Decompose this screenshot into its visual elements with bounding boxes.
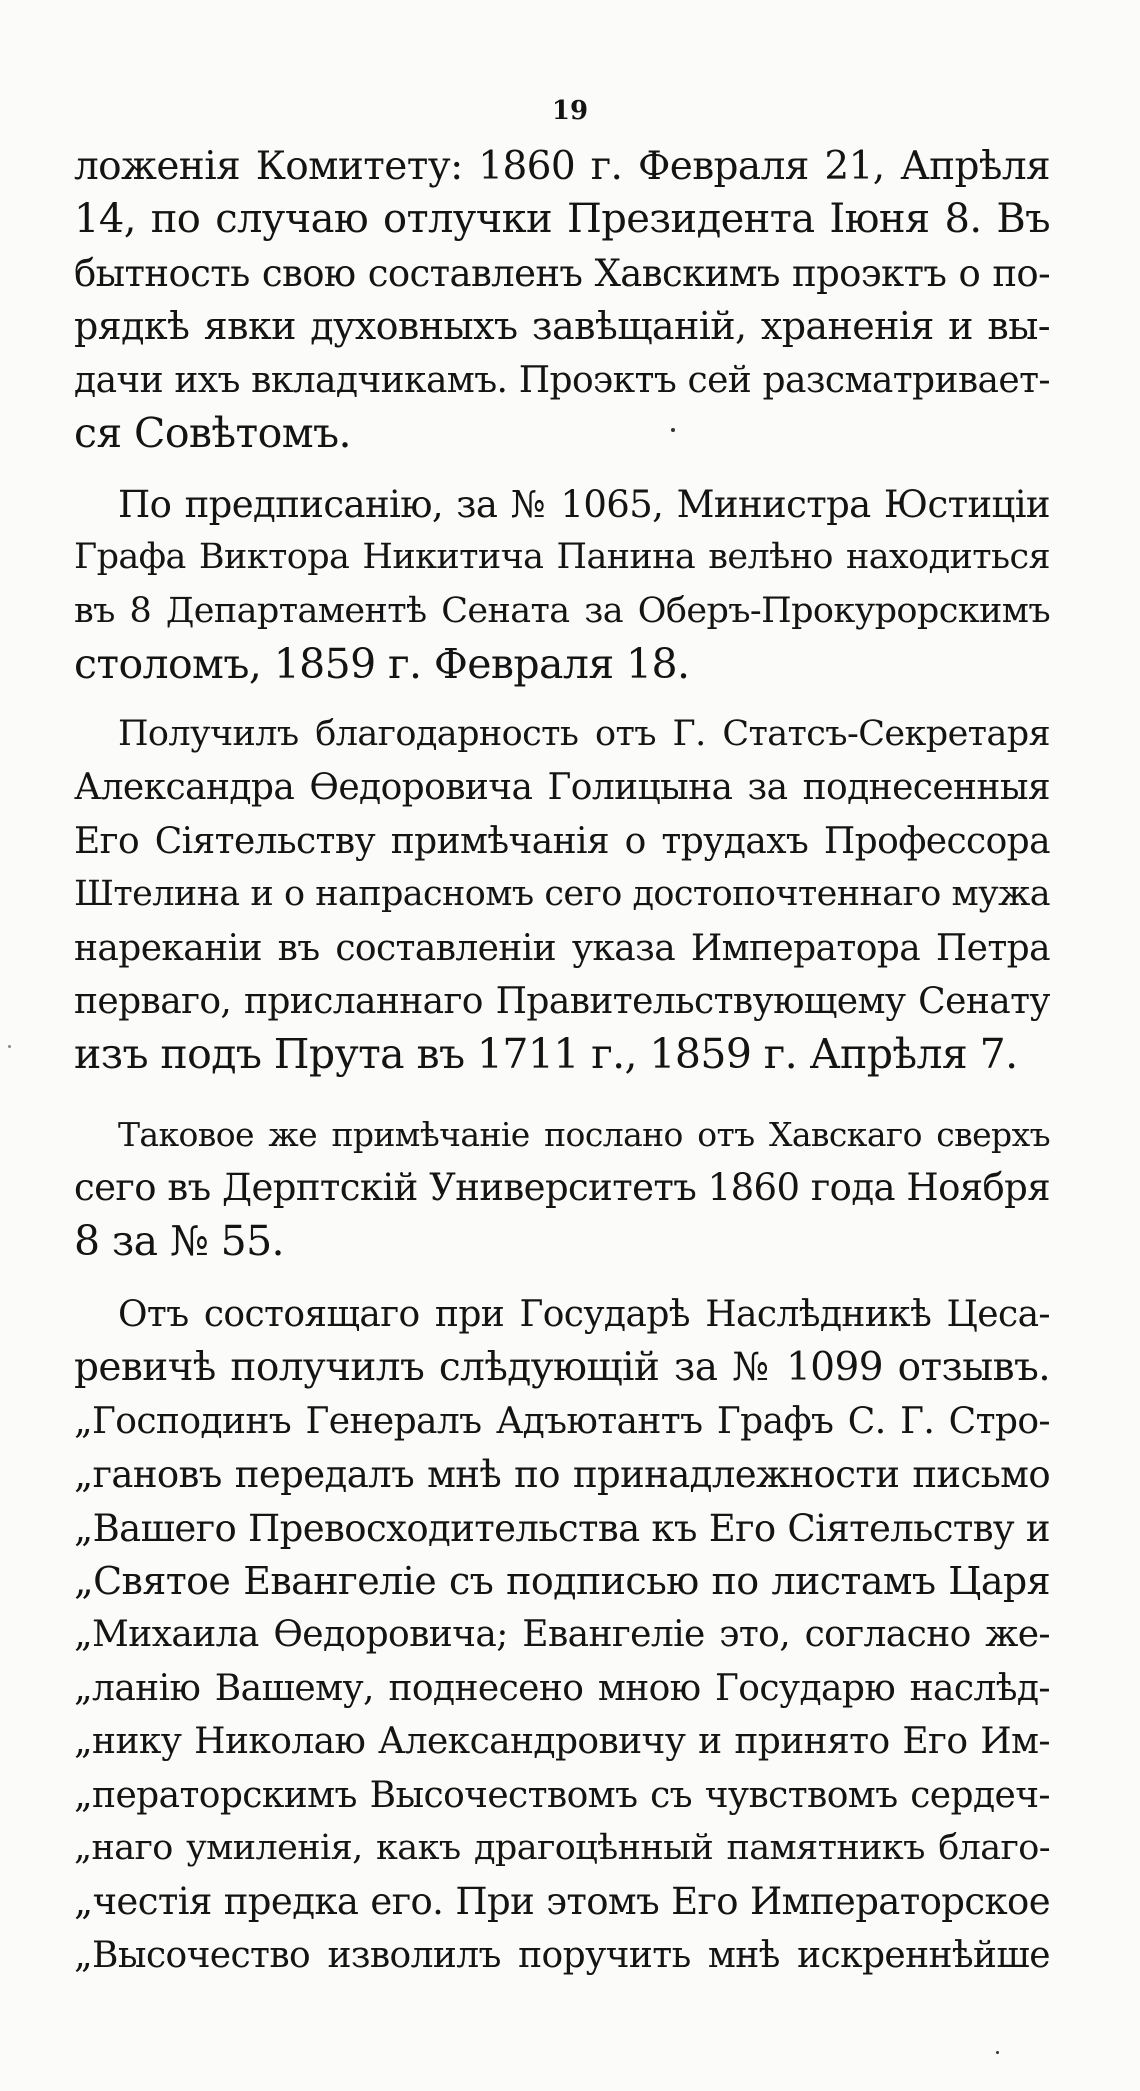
text-line: Отъ состоящаго при Государѣ Наслѣдникѣ Цеса- [118, 1294, 1050, 1335]
text-line: „Вашего Превосходительства къ Его Сіятельству и [74, 1506, 1050, 1550]
paragraph-4 [74, 1108, 1050, 1268]
text-line: „гановъ передалъ мнѣ по принадлежности письмо [74, 1453, 1050, 1497]
text-line: „честія предка его. При этомъ Его Императорское [74, 1880, 1050, 1924]
text-line: Графа Виктора Никитича Панина велѣно находиться [74, 537, 1050, 578]
text-line: Александра Ѳедоровича Голицына за поднесенныя [74, 767, 1050, 809]
page-number: 19 [551, 96, 589, 126]
paragraph-2 [74, 478, 1050, 692]
text-line: По предписанію, за № 1065, Министра Юстиціи [118, 483, 1050, 526]
text-line: „Святое Евангеліе съ подписью по листамъ Царя [74, 1558, 1050, 1603]
text-line: ревичѣ получилъ слѣдующій за № 1099 отзывъ. [74, 1345, 1050, 1391]
text-line: 8 за № 55. [74, 1216, 284, 1265]
text-line: „ланію Вашему, поднесено мною Государю наслѣд- [74, 1667, 1050, 1709]
paragraph-3 [74, 708, 1050, 1082]
text-line: „Высочество изволилъ поручить мнѣ искреннѣйше [74, 1934, 1050, 1976]
text-line: ложенія Комитету: 1860 г. Февраля 21, Апрѣля [74, 144, 1050, 189]
ink-speck [996, 2051, 999, 2054]
text-line: столомъ, 1859 г. Февраля 18. [74, 640, 690, 689]
text-line: Таковое же примѣчаніе послано отъ Хавскаго сверхъ [118, 1115, 1050, 1154]
text-line: „нику Николаю Александровичу и принято Его Им- [74, 1721, 1050, 1763]
text-line: изъ подъ Прута въ 1711 г., 1859 г. Апрѣля 7. [74, 1030, 1018, 1079]
text-line: Получилъ благодарность отъ Г. Статсъ-Секретаря [118, 714, 1050, 754]
text-line: „Господинъ Генералъ Адъютантъ Графъ С. Г. Стро- [74, 1400, 1050, 1442]
paragraph-1 [74, 140, 1050, 460]
text-line: въ 8 Департаментѣ Сената за Оберъ-Прокурорскимъ [74, 590, 1050, 631]
text-line: „наго умиленія, какъ драгоцѣнный памятникъ благо- [74, 1827, 1050, 1868]
text-line: „ператорскимъ Высочествомъ съ чувствомъ сердеч- [74, 1774, 1050, 1816]
text-line: „Михаила Ѳедоровича; Евангеліе это, согласно же- [74, 1614, 1050, 1656]
text-line: Его Сіятельству примѣчанія о трудахъ Профессора [74, 820, 1050, 862]
text-line: бытность свою составленъ Хавскимъ проэктъ о по- [74, 251, 1050, 295]
paragraph-5 [74, 1288, 1050, 1982]
text-line: дачи ихъ вкладчикамъ. Проэктъ сей разсматривает- [74, 359, 1050, 401]
text-line: 14, по случаю отлучки Президента Іюня 8. Въ [74, 196, 1050, 243]
text-line: перваго, присланнаго Правительствующему Сенату [74, 980, 1050, 1022]
ink-speck [8, 1045, 11, 1048]
text-line: рядкѣ явки духовныхъ завѣщаній, храненія и вы- [74, 304, 1050, 349]
text-line: нареканіи въ составленіи указа Императора Петра [74, 927, 1050, 969]
text-line: Штелина и о напрасномъ сего достопочтеннаго мужа [74, 874, 1050, 915]
ink-speck [671, 428, 675, 432]
text-line: сего въ Дерптскій Университетъ 1860 года Ноября [74, 1166, 1050, 1210]
text-line: ся Совѣтомъ. [74, 408, 351, 457]
